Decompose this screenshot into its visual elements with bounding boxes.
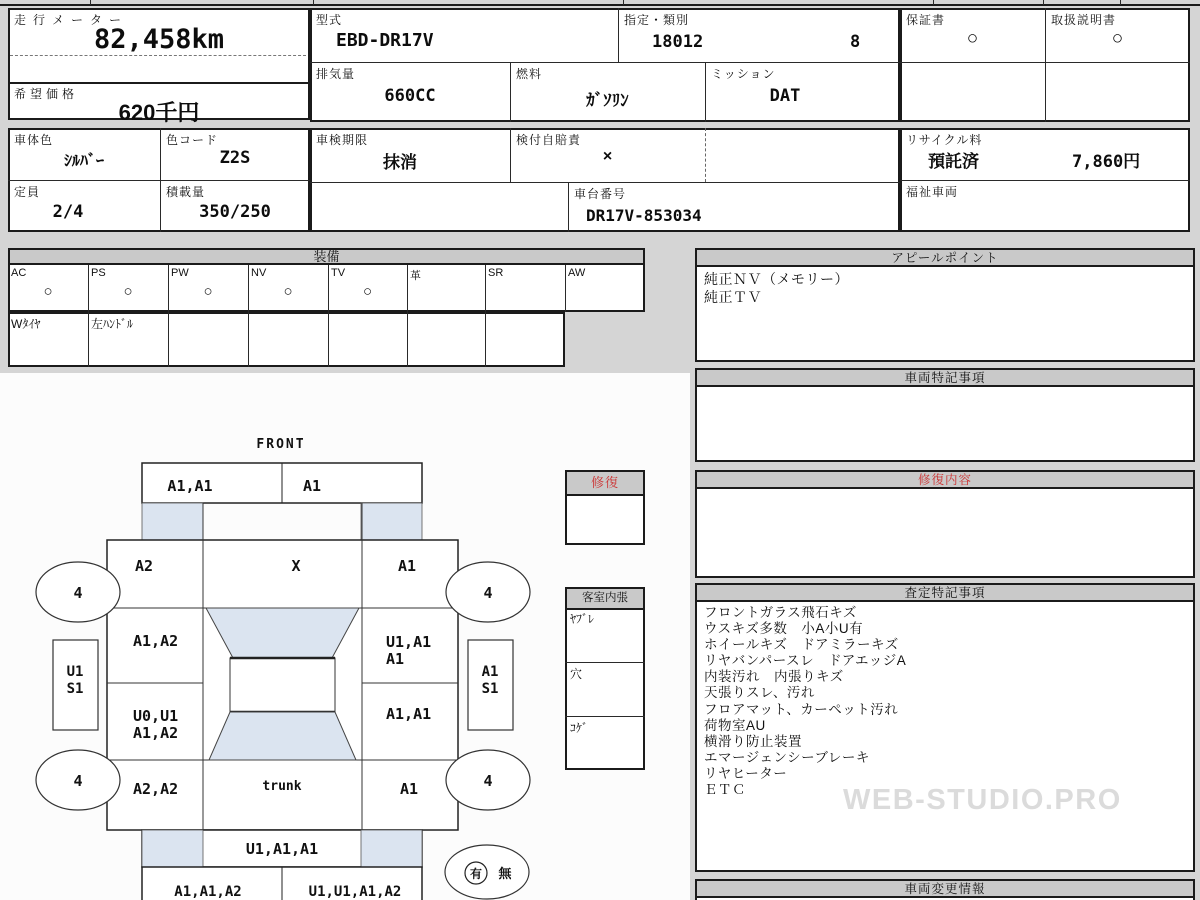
hood-left-label: A2 <box>135 557 154 575</box>
displacement-label: 排気量 <box>316 67 356 81</box>
assessment-lines <box>697 602 1193 801</box>
interior-row-hole: 穴 <box>570 667 583 681</box>
change-info-title: 車両変更情報 <box>697 881 1193 898</box>
welfare-label: 福祉車両 <box>906 185 959 199</box>
top-crop-tick <box>313 0 314 5</box>
mission-value: DAT <box>769 86 801 106</box>
divider <box>565 265 566 312</box>
door-front-right-label-2: A1 <box>386 650 405 668</box>
equipment-mark-pw: ○ <box>203 283 213 300</box>
divider <box>568 182 569 232</box>
assessment-line: ＥＴＣ <box>704 782 746 798</box>
interior-title: 客室内張 <box>567 589 643 610</box>
hood-center-label: X <box>291 557 301 575</box>
assessment-line: ホイールキズ ドアミラーキズ <box>704 637 899 653</box>
change-info-panel <box>695 879 1195 900</box>
assessment-line: リヤヒーター <box>704 765 788 781</box>
quarter-right-label: A1 <box>400 780 419 798</box>
model-label: 型式 <box>316 13 343 27</box>
divider <box>8 180 310 181</box>
wheel-fr-label: 4 <box>483 584 493 602</box>
door-rear-left-label-2: A1,A2 <box>133 724 179 742</box>
assessment-line: ウスキズ多数 小A小U有 <box>704 621 864 637</box>
inspection-value: 抹消 <box>383 153 417 172</box>
recycle-label: リサイクル料 <box>906 133 983 147</box>
equipment-mark-ps: ○ <box>123 283 133 300</box>
warranty-circle-mark: ○ <box>966 28 979 49</box>
appeal-line: 純正ＴＶ <box>704 289 762 305</box>
top-crop-tick <box>623 0 624 5</box>
top-crop-tick <box>1043 0 1044 5</box>
odometer-label: 走行メーター <box>14 13 129 27</box>
assessment-line: フロアマット、カーペット汚れ <box>704 701 899 717</box>
manual-label: 取扱説明書 <box>1051 13 1117 27</box>
insurance-x-mark: × <box>602 148 613 165</box>
equipment-col-ac: AC <box>11 267 27 279</box>
side-right-label-2: S1 <box>481 681 499 697</box>
load-value: 350/250 <box>199 202 271 222</box>
rear-bumper-right-label: U1,U1,A1,A2 <box>308 884 402 900</box>
interior-row-tear: ﾔﾌﾞﾚ <box>570 612 595 626</box>
repair-box <box>565 470 645 545</box>
front-bumper-right-label: A1 <box>302 477 322 495</box>
equipment-col-leather: 革 <box>410 270 421 282</box>
divider <box>88 265 89 367</box>
model-value: EBD-DR17V <box>336 30 434 51</box>
capacity-label: 定員 <box>14 185 41 199</box>
car-damage-diagram <box>0 430 545 900</box>
divider <box>1045 8 1046 122</box>
divider <box>485 265 486 367</box>
assessment-line: 天張りスレ、汚れ <box>704 685 815 701</box>
pillar-left-shape <box>142 503 203 540</box>
special-notes-title: 車両特記事項 <box>697 370 1193 387</box>
repair-box-title: 修復 <box>567 472 643 496</box>
divider <box>618 8 619 62</box>
wheel-rl-label: 4 <box>73 772 83 790</box>
class-value-2: 8 <box>850 32 861 52</box>
displacement-value: 660CC <box>384 86 436 106</box>
load-label: 積載量 <box>166 185 206 199</box>
divider <box>248 265 249 367</box>
divider <box>8 82 310 84</box>
recycle-status: 預託済 <box>928 152 979 171</box>
assessment-title: 査定特記事項 <box>697 585 1193 602</box>
side-left-label-1: U1 <box>66 664 84 680</box>
bodycolor-label: 車体色 <box>14 133 54 147</box>
inspection-label: 車検期限 <box>316 133 369 147</box>
door-rear-left-label-1: U0,U1 <box>133 707 179 725</box>
divider <box>900 180 1190 181</box>
diagram-front-label: FRONT <box>256 437 306 452</box>
assessment-line: フロントガラス飛石キズ <box>704 605 857 620</box>
trunk-label: trunk <box>262 779 302 794</box>
front-bumper-left-label: A1,A1 <box>167 477 213 495</box>
top-crop-tick <box>1120 0 1121 5</box>
manual-circle-mark: ○ <box>1111 28 1124 49</box>
fuel-value: ｶﾞｿﾘﾝ <box>586 91 629 110</box>
appeal-title: アピールポイント <box>697 250 1193 267</box>
side-left-label-2: S1 <box>66 681 84 697</box>
price-label: 希望価格 <box>14 87 79 101</box>
roof-shape <box>230 658 335 712</box>
equipment-note-ps: 左ﾊﾝﾄﾞﾙ <box>91 317 134 331</box>
chassis-label: 車台番号 <box>574 187 627 201</box>
repair-content-panel <box>695 470 1195 578</box>
equipment-col-sr: SR <box>488 267 504 279</box>
divider <box>565 716 645 717</box>
rear-pillar-right-shape <box>361 830 422 867</box>
windshield-shape <box>206 608 359 658</box>
appeal-panel <box>695 248 1195 362</box>
odometer-value: 82,458km <box>93 24 225 55</box>
divider <box>407 265 408 367</box>
warranty-label: 保証書 <box>906 13 946 27</box>
class-label: 指定・類別 <box>624 13 690 27</box>
divider <box>328 265 329 367</box>
divider <box>900 62 1190 63</box>
quarter-left-label: A2,A2 <box>133 780 179 798</box>
top-crop-tick <box>933 0 934 5</box>
rear-bumper-left-label: A1,A1,A2 <box>174 884 242 900</box>
divider <box>10 55 306 56</box>
bodycolor-value: ｼﾙﾊﾞｰ <box>63 153 104 170</box>
door-front-right-label-1: U1,A1 <box>386 633 432 651</box>
assessment-line: 内装汚れ 内張りキズ <box>704 669 844 685</box>
equipment-title: 装備 <box>8 248 645 265</box>
insurance-label: 検付自賠責 <box>516 133 582 147</box>
appeal-lines <box>697 267 1193 309</box>
capacity-value: 2/4 <box>52 202 84 222</box>
door-front-left-label: A1,A2 <box>133 632 179 650</box>
divider <box>565 662 645 663</box>
assessment-line: エマージェンシーブレーキ <box>704 749 870 765</box>
repair-content-title: 修復内容 <box>697 472 1193 489</box>
assessment-line: 荷物室AU <box>704 717 766 733</box>
mission-label: ミッション <box>711 67 776 81</box>
wheel-rr-label: 4 <box>483 772 493 790</box>
door-rear-right-label: A1,A1 <box>386 705 432 723</box>
equipment-col-nv: NV <box>251 267 267 279</box>
chassis-value: DR17V-853034 <box>586 206 702 225</box>
top-crop-line <box>0 4 1200 6</box>
equipment-mark-nv: ○ <box>283 283 293 300</box>
watermark: WEB-STUDIO.PRO <box>843 784 1122 816</box>
rear-glass-shape <box>209 712 356 760</box>
divider-dashed <box>705 128 706 182</box>
recycle-fee: 7,860円 <box>1072 152 1141 172</box>
presence-no-label: 無 <box>498 867 512 882</box>
equipment-mark-ac: ○ <box>43 283 53 300</box>
pillar-right-shape <box>361 503 422 540</box>
equipment-note-ac: Wﾀｲﾔ <box>11 317 41 331</box>
side-right-label-1: A1 <box>481 664 499 680</box>
presence-yes-label: 有 <box>469 867 483 881</box>
price-value: 620千円 <box>118 100 200 125</box>
colorcode-label: 色コード <box>166 133 219 147</box>
equipment-col-pw: PW <box>171 267 189 279</box>
assessment-panel <box>695 583 1195 872</box>
divider <box>168 265 169 367</box>
top-crop-tick <box>90 0 91 5</box>
fuel-label: 燃料 <box>516 67 543 81</box>
wheel-fl-label: 4 <box>73 584 83 602</box>
rear-pillar-left-shape <box>142 830 203 867</box>
rear-window-label: U1,A1,A1 <box>245 840 319 858</box>
hood-right-label: A1 <box>398 557 417 575</box>
equipment-col-ps: PS <box>91 267 106 279</box>
equipment-col-tv: TV <box>331 267 346 279</box>
special-notes-panel <box>695 368 1195 462</box>
class-value-1: 18012 <box>652 32 704 52</box>
assessment-line: 横滑り防止装置 <box>704 733 802 749</box>
divider <box>310 62 900 63</box>
equipment-mark-tv: ○ <box>362 283 373 300</box>
divider <box>310 182 900 183</box>
assessment-line: リヤバンパースレ ドアエッジA <box>704 653 907 669</box>
colorcode-value: Z2S <box>219 148 251 168</box>
appeal-line: 純正ＮＶ（メモリー） <box>704 271 849 287</box>
interior-row-burn: ｺｹﾞ <box>570 721 589 735</box>
equipment-col-aw: AW <box>568 267 586 279</box>
